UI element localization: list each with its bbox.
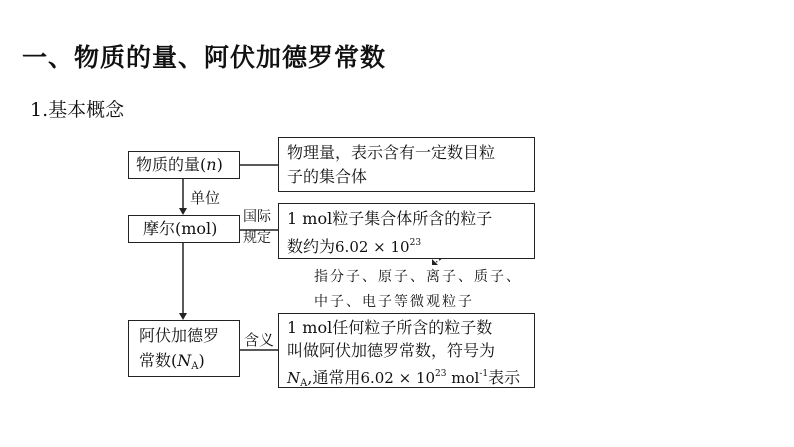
arrowhead-2 (179, 313, 187, 320)
connector-label-intl-2: 规定 (243, 230, 271, 246)
desc3-var-sub: A (300, 378, 308, 389)
desc1-line2: 子的集合体 (287, 167, 368, 186)
desc3-value: 6.02 × 10 (360, 369, 436, 387)
box-amount-of-substance (128, 151, 240, 179)
desc-box-avogadro (278, 313, 535, 388)
connector-label-meaning: 含义 (244, 331, 275, 349)
label-avogadro-line1: 阿伏加德罗 (139, 326, 220, 345)
var-NA-sub: A (191, 361, 199, 372)
section-heading: 1.基本概念 (30, 99, 125, 121)
desc3-unit: mol (446, 369, 480, 387)
desc2-line2a: 数约为 (287, 237, 336, 256)
arrowhead-1 (179, 208, 187, 215)
desc3-line1: 1 mol任何粒子所含的粒子数 (287, 318, 493, 337)
label-amount-end: ) (216, 155, 223, 174)
connector-label-intl-1: 国际 (243, 209, 271, 225)
box-avogadro-constant (128, 320, 240, 377)
desc3-exp: 23 (435, 369, 447, 379)
label-avogadro-line2b: ) (198, 351, 205, 370)
desc2-value: 6.02 × 10 (335, 238, 410, 256)
desc3-line3a: ,通常用 (307, 368, 361, 387)
box-mole (128, 215, 240, 243)
var-n: n (206, 155, 217, 174)
desc3-var-N: N (287, 369, 301, 387)
annotation-note-line2: 中子、电子等微观粒子 (314, 294, 474, 310)
label-avogadro-line2a: 常数( (139, 351, 178, 370)
desc3-unitexp: -1 (479, 369, 489, 379)
label-amount: 物质的量( (136, 155, 207, 174)
desc2-exp: 23 (409, 238, 422, 248)
desc1-line1: 物理量，表示含有一定数目粒 (287, 143, 496, 162)
desc3-line2: 叫做阿伏加德罗常数，符号为 (287, 341, 496, 360)
desc3-line3b: 表示 (488, 368, 521, 387)
desc-box-amount (278, 137, 535, 192)
label-mole: 摩尔(mol) (143, 219, 218, 238)
page-title: 一、物质的量、阿伏加德罗常数 (22, 43, 387, 72)
desc-box-mole (278, 203, 535, 259)
annotation-note-line1: 指分子、原子、离子、质子、 (314, 269, 522, 285)
desc2-line1: 1 mol粒子集合体所含的粒子 (287, 209, 493, 228)
connector-label-unit: 单位 (190, 189, 221, 207)
var-NA: N (177, 351, 192, 370)
